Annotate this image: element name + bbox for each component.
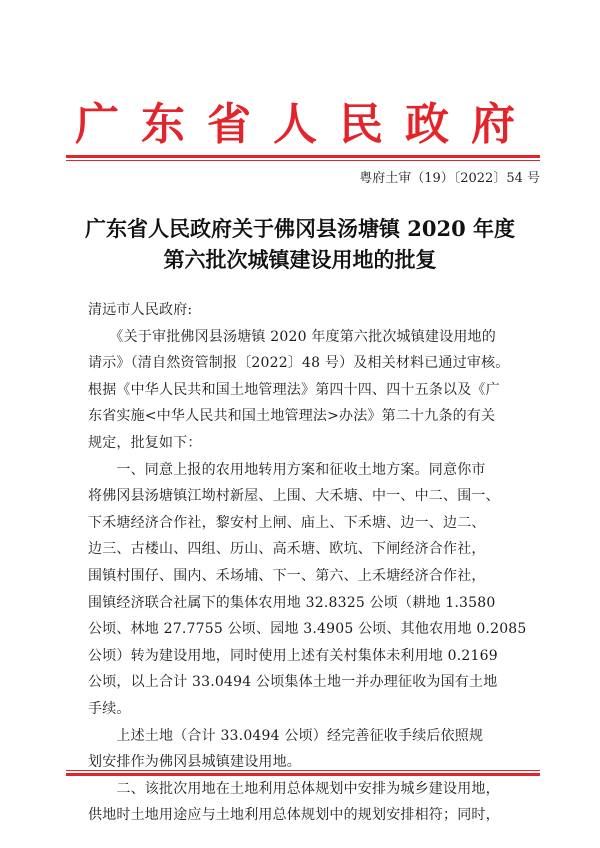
document-number: 粤府土审（19）〔2022〕54 号 (359, 171, 540, 186)
header-divider-thin (66, 160, 540, 161)
body-line: 根据《中华人民共和国土地管理法》第四十四、四十五条以及《广 (88, 381, 500, 398)
body-line: 公顷，以上合计 33.0494 公顷集体土地一并办理征收为国有土地 (88, 674, 498, 691)
body-line: 规定，批复如下： (88, 434, 202, 451)
body-line: 手续。 (88, 700, 131, 717)
footer-divider-thick (66, 773, 540, 776)
body-line: 清远市人民政府: (88, 302, 193, 318)
document-title-line-2: 第六批次城镇建设用地的批复 (163, 247, 437, 272)
body-line: 公顷、林地 27.7755 公顷、园地 3.4905 公顷、其他农用地 0.2085 (88, 621, 527, 638)
body-line: 公顷）转为建设用地，同时使用上述有关村集体未利用地 0.2169 (88, 647, 498, 664)
body-line: 东省实施<中华人民共和国土地管理法>办法》第二十九条的有关 (88, 408, 496, 425)
body-line: 边三、古楼山、四组、历山、高禾塘、欧坑、下闸经济合作社， (88, 541, 486, 558)
body-line: 下禾塘经济合作社，黎安村上闸、庙上、下禾塘、边一、边二、 (88, 514, 486, 531)
body-line: 《关于审批佛冈县汤塘镇 2020 年度第六批次城镇建设用地的 (88, 328, 496, 345)
document-body (88, 297, 528, 829)
header-divider-thick (66, 155, 540, 158)
body-line: 一、同意上报的农用地转用方案和征收土地方案。同意你市 (88, 461, 486, 478)
body-line: 请示》（清自然资管制报〔2022〕48 号）及相关材料已通过审核。 (88, 355, 510, 372)
footer-divider-thin (66, 770, 540, 771)
issuer-header: 广东省人民政府 (75, 99, 537, 150)
body-line: 供地时土地用途应与土地利用总体规划中的规划安排相符；同时， (88, 807, 500, 824)
body-line: 划安排作为佛冈县城镇建设用地。 (88, 754, 301, 771)
body-line: 将佛冈县汤塘镇江坳村新屋、上围、大禾塘、中一、中二、围一、 (88, 488, 500, 505)
body-line: 二、该批次用地在土地利用总体规划中安排为城乡建设用地， (88, 780, 500, 797)
body-line: 围镇村围仔、围内、禾场埔、下一、第六、上禾塘经济合作社， (88, 567, 486, 584)
body-line: 上述土地（合计 33.0494 公顷）经完善征收手续后依照规 (88, 727, 484, 744)
body-line: 围镇经济联合社属下的集体农用地 32.8325 公顷（耕地 1.3580 (88, 594, 496, 611)
document-title-line-1: 广东省人民政府关于佛冈县汤塘镇 2020 年度 (84, 216, 516, 241)
